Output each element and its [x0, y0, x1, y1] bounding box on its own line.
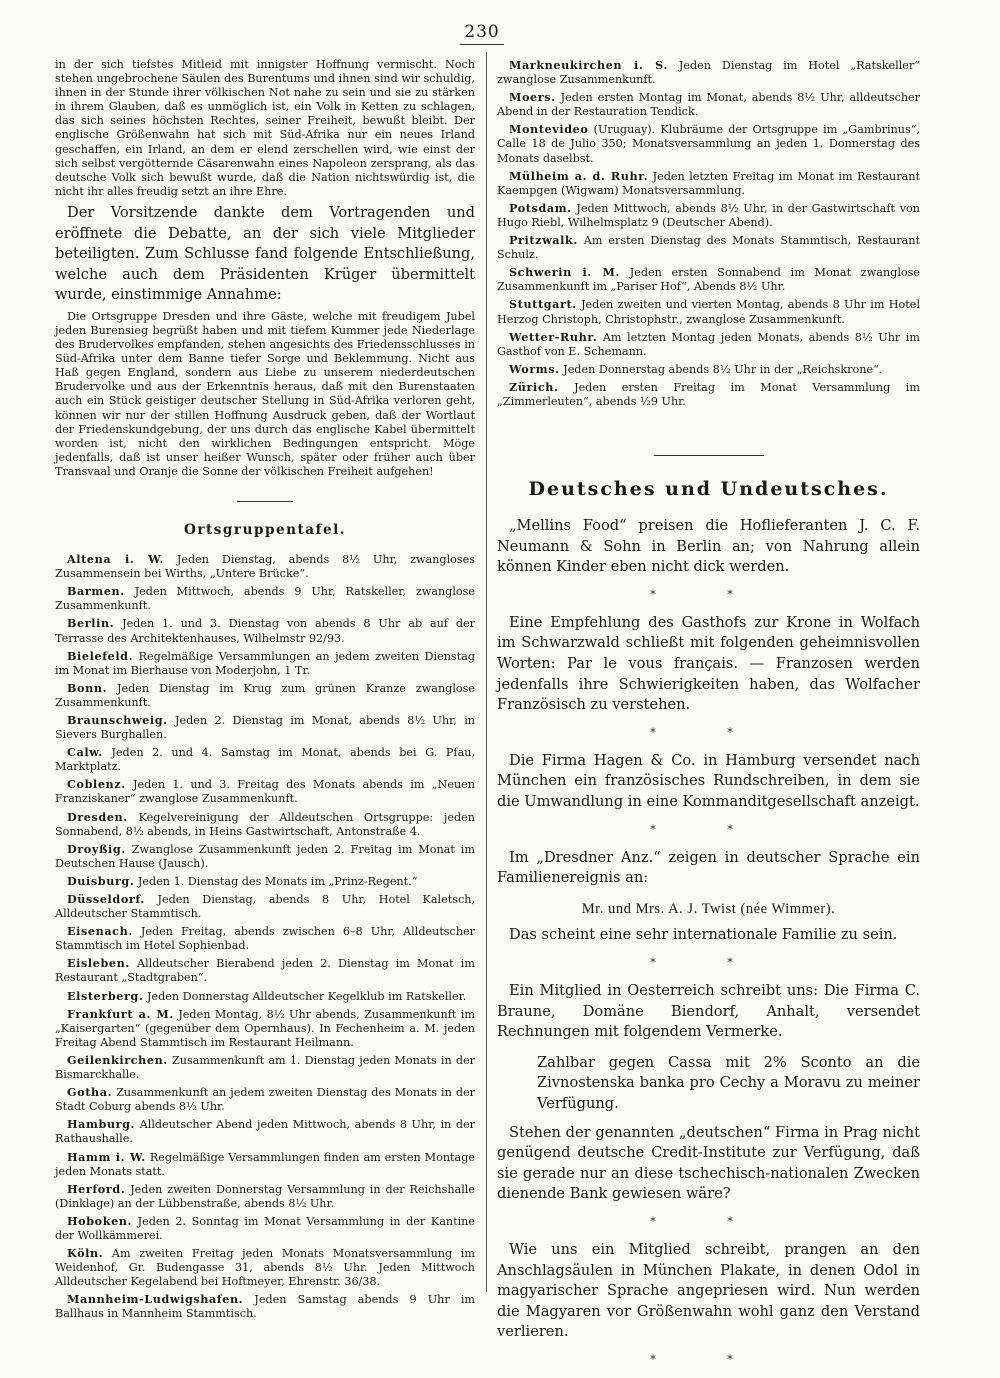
list-item: Calw. Jeden 2. und 4. Samstag im Monat, abends bei G. Pfau, Marktplatz. [55, 745, 475, 774]
list-item: Düsseldorf. Jeden Dienstag, abends 8 Uhr, Hotel Kaletsch, Alldeutscher Stammtisch. [55, 892, 475, 921]
list-item: Berlin. Jeden 1. und 3. Dienstag von abends 8 Uhr ab auf der Terrasse des Architektenhauses, Wilhelmstr 92/93. [55, 616, 475, 645]
separator-stars: * * [650, 587, 767, 601]
invoice-note: Zahlbar gegen Cassa mit 2% Sconto an die Zivnostenska banka pro Cechy a Moravu zu meiner Verfügung. [537, 1053, 920, 1112]
ortsgruppen-list-continued [497, 58, 920, 409]
separator-stars: * * [650, 822, 767, 836]
intro-paragraph: in der sich tiefstes Mitleid mit innigster Hoffnung vermischt. Noch stehen ungebrochene Säulen des Burentums und ihnen sind wir schuldig, ihnen in der Stunde ihrer völkischen Not nahe zu sein und sie zu stärken in ihrem Glauben, daß es unmöglich ist, ein Volk in Ketten zu schlagen, das sich seines höchsten Rechtes, seiner Freiheit, bewußt bleibt. Der englische Größenwahn hat sich mit Süd-Afrika nur ein neues Irland geschaffen, ein Irland, an dem er elend zerschellen wird, wie einst der sich selbst vergötternde Cäsarenwahn eines Napoleon zersprang, als das deutsche Volk sich bewußt wurde, daß die Nation nichtswürdig ist, die nicht ihr alles freudig setzt an ihre Ehre. [55, 58, 475, 198]
section-rule [654, 455, 764, 456]
separator-stars: * * [650, 1214, 767, 1228]
list-item: Stuttgart. Jeden zweiten und vierten Montag, abends 8 Uhr im Hotel Herzog Christoph, Christophstr., zwanglose Zusammenkunft. [497, 297, 920, 326]
list-item: Coblenz. Jeden 1. und 3. Freitag des Monats abends im „Neuen Franziskaner“ zwanglose Zusammenkunft. [55, 777, 475, 806]
separator-stars: * * [650, 725, 767, 739]
separator-stars: * * [650, 1352, 767, 1366]
section-heading: Deutsches und Undeutsches. [528, 478, 889, 501]
list-item: Mülheim a. d. Ruhr. Jeden letzten Freitag im Monat im Restaurant Kaempgen (Wigwam) Monatsversammlung. [497, 168, 920, 197]
article-comment: Das scheint eine sehr internationale Familie zu sein. [509, 926, 898, 944]
article-paragraph: Ein Mitglied in Oesterreich schreibt uns: Die Firma C. Braune, Domäne Biendorf, Anhalt, versendet Rechnungen mit folgendem Vermerke. [497, 981, 920, 1041]
separator-stars: * * [650, 955, 767, 969]
article-paragraph: Stehen der genannten „deutschen“ Firma in Prag nicht genügend deutsche Credit-Institute zur Verfügung, daß sie gerade nur an diese tschechisch-nationalen Zwecken dienende Bank gewiesen wäre? [497, 1123, 920, 1203]
list-item: Frankfurt a. M. Jeden Montag, 8½ Uhr abends, Zusammenkunft im „Kaisergarten“ (gegenüber dem Opernhaus). In Fechenheim a. M. jeden Freitag Abend Stammtisch im Restaurant Heilmann. [55, 1006, 476, 1049]
list-item: Moers. Jeden ersten Montag im Monat, abends 8½ Uhr, alldeutscher Abend in der Restauration Tendick. [497, 90, 921, 119]
list-item: Droyßig. Zwanglose Zusammenkunft jeden 2. Freitag im Monat im Deutschen Hause (Jausch). [55, 841, 475, 870]
list-item: Potsdam. Jeden Mittwoch, abends 8½ Uhr, in der Gastwirtschaft von Hugo Riebl, Wilhelmsplatz 9 (Deutscher Abend). [497, 200, 920, 229]
list-item: Altena i. W. Jeden Dienstag, abends 8½ Uhr, zwangloses Zusammensein bei Wirths, „Untere Brücke“. [55, 552, 476, 581]
list-item: Geilenkirchen. Zusammenkunft am 1. Dienstag jeden Monats in der Bismarckhalle. [55, 1052, 475, 1082]
list-item: Elsterberg. Jeden Donnerstag Alldeutscher Kegelklub im Ratskeller. [67, 988, 467, 1003]
list-item: Pritzwalk. Am ersten Dienstag des Monats Stammtisch, Restaurant Schulz. [497, 233, 920, 262]
page-number: 230 [452, 22, 512, 42]
list-item: Wetter-Ruhr. Am letzten Montag jeden Monats, abends 8½ Uhr im Gasthof von E. Schemann. [497, 329, 920, 358]
list-item: Mannheim-Ludwigshafen. Jeden Samstag abends 9 Uhr im Ballhaus in Mannheim Stammtisch. [55, 1292, 475, 1321]
list-item: Hamm i. W. Regelmäßige Versammlungen finden am ersten Montage jeden Monats statt. [55, 1149, 475, 1178]
list-item: Dresden. Kegelvereinigung der Alldeutschen Ortsgruppe: jeden Sonnabend, 8½ abends, in Heins Gastwirtschaft, Antonstraße 4. [55, 809, 475, 838]
list-item: Herford. Jeden zweiten Donnerstag Versammlung in der Reichshalle (Dinklage) an der Lübbenstraße, abends 8½ Uhr. [55, 1181, 475, 1210]
article-paragraph: „Mellins Food“ preisen die Hoflieferanten J. C. F. Neumann & Sohn in Berlin an; von Nahrung allein können Kinder eben nicht dick werden. [497, 517, 920, 576]
list-item: Braunschweig. Jeden 2. Dienstag im Monat, abends 8½ Uhr, in Sievers Burghallen. [55, 712, 475, 742]
list-item: Köln. Am zweiten Freitag jeden Monats Monatsversammlung im Weidenhof, Gr. Budengasse 31, abends 8½ Uhr. Jeden Mittwoch Alldeutscher Kegelabend bei Hoftmeyer, Ehrenstr. 36/38. [55, 1246, 475, 1289]
list-item: Bielefeld. Regelmäßige Versammlungen an jedem zweiten Dienstag im Monat im Bierhause von Moderjohn, 1 Tr. [55, 648, 475, 677]
list-item: Hoboken. Jeden 2. Sonntag im Monat Versammlung in der Kantine der Wollkämmerei. [55, 1213, 475, 1242]
list-item: Zürich. Jeden ersten Freitag im Monat Versammlung im „Zimmerleuten“, abends ½9 Uhr. [497, 379, 920, 408]
left-column [55, 58, 475, 1325]
list-item: Worms. Jeden Donnerstag abends 8½ Uhr in der „Reichskrone“. [509, 361, 883, 376]
article-paragraph: Im „Dresdner Anz.“ zeigen in deutscher Sprache ein Familienereignis an: [497, 848, 920, 887]
ortsgruppen-list [55, 552, 475, 1322]
list-item: Bonn. Jeden Dienstag im Krug zum grünen Kranze zwanglose Zusammenkunft. [55, 680, 475, 709]
list-item: Eisenach. Jeden Freitag, abends zwischen 6–8 Uhr, Alldeutscher Stammtisch im Hotel Sophienbad. [55, 924, 475, 953]
resolution-paragraph: Die Ortsgruppe Dresden und ihre Gäste, welche mit freudigem Jubel jeden Burensieg begrüßt haben und mit tiefem Kummer jede Niederlage des Brudervolkes empfanden, stehen angesichts des Friedensschlusses in Süd-Afrika unter dem Banne tiefer Sorge und Beklemmung. Nicht aus Haß gegen England, sondern aus Liebe zu unserem niederdeutschen Brudervolke und aus der Erkenntnis heraus, daß mit den Burenstaaten auch ein Stück geistiger deutscher Stellung in Süd-Afrika verloren geht, können wir nur der stillen Hoffnung Ausdruck geben, daß der Wortlaut der Friedenskundgebung, der uns durch das englische Kabel übermittelt worden ist, nicht den wirklichen Bedingungen entspricht. Möge jedenfalls, daß ist unser heißer Wunsch, später oder früher auch über Transvaal und Oranje die Sonne der völkischen Freiheit aufgehen! [55, 309, 475, 478]
list-item: Duisburg. Jeden 1. Dienstag des Monats im „Prinz-Regent.“ [67, 873, 418, 888]
list-item: Schwerin i. M. Jeden ersten Sonnabend im Monat zwanglose Zusammenkunft im „Pariser Hof“, Abends 8½ Uhr. [497, 265, 920, 294]
article-paragraph: Die Firma Hagen & Co. in Hamburg versendet nach München ein französisches Rundschreiben, in dem sie die Umwandlung in eine Kommanditgesellschaft anzeigt. [497, 751, 920, 810]
list-item: Markneukirchen i. S. Jeden Dienstag im Hotel „Ratskeller“ zwanglose Zusammenkunft. [497, 58, 920, 87]
list-item: Montevideo (Uruguay). Klubräume der Ortsgruppe im „Gambrinus“, Calle 18 de Julio 350; Monatsversammlung an jeden 1. Donnerstag des Monats daselbst. [497, 122, 920, 165]
invoice-quote [537, 1053, 920, 1115]
list-item: Barmen. Jeden Mittwoch, abends 9 Uhr, Ratskeller, zwanglose Zusammenkunft. [55, 584, 476, 613]
section-rule [237, 501, 293, 502]
list-item: Hamburg. Alldeutscher Abend jeden Mittwoch, abends 8 Uhr, in der Rathaushalle. [55, 1117, 476, 1146]
article-paragraph: Eine Empfehlung des Gasthofs zur Krone in Wolfach im Schwarzwald schließt mit folgenden geheimnisvollen Worten: Par le vous français. — Franzosen werden jedenfalls ihre Schwierigkeiten haben, das Wolfacher Französisch zu verstehen. [497, 613, 920, 714]
list-item: Eisleben. Alldeutscher Bierabend jeden 2. Dienstag im Monat im Restaurant „Stadtgraben“. [55, 956, 475, 985]
right-column [497, 58, 920, 1378]
article-paragraph: Wie uns ein Mitglied schreibt, prangen an den Anschlagsäulen in München Plakate, in denen Odol in magyarischer Sprache angepriesen wird. Nun werden die Magyaren vor Größenwahn wohl ganz den Verstand verlieren. [497, 1240, 920, 1341]
announcement-name: Mr. und Mrs. A. J. Twist (née Wimmer). [581, 900, 836, 917]
column-divider [486, 52, 487, 1292]
list-item: Gotha. Zusammenkunft an jedem zweiten Dienstag des Monats in der Stadt Coburg abends 8½ Uhr. [55, 1085, 475, 1114]
ortsgruppen-heading: Ortsgruppentafel. [183, 522, 346, 539]
debate-paragraph: Der Vorsitzende dankte dem Vortragenden und eröffnete die Debatte, an der sich viele Mitglieder beteiligten. Zum Schlusse fand folgende Entschließung, welche auch dem Präsidenten Krüger übermittelt wurde, einstimmige Annahme: [55, 203, 475, 304]
